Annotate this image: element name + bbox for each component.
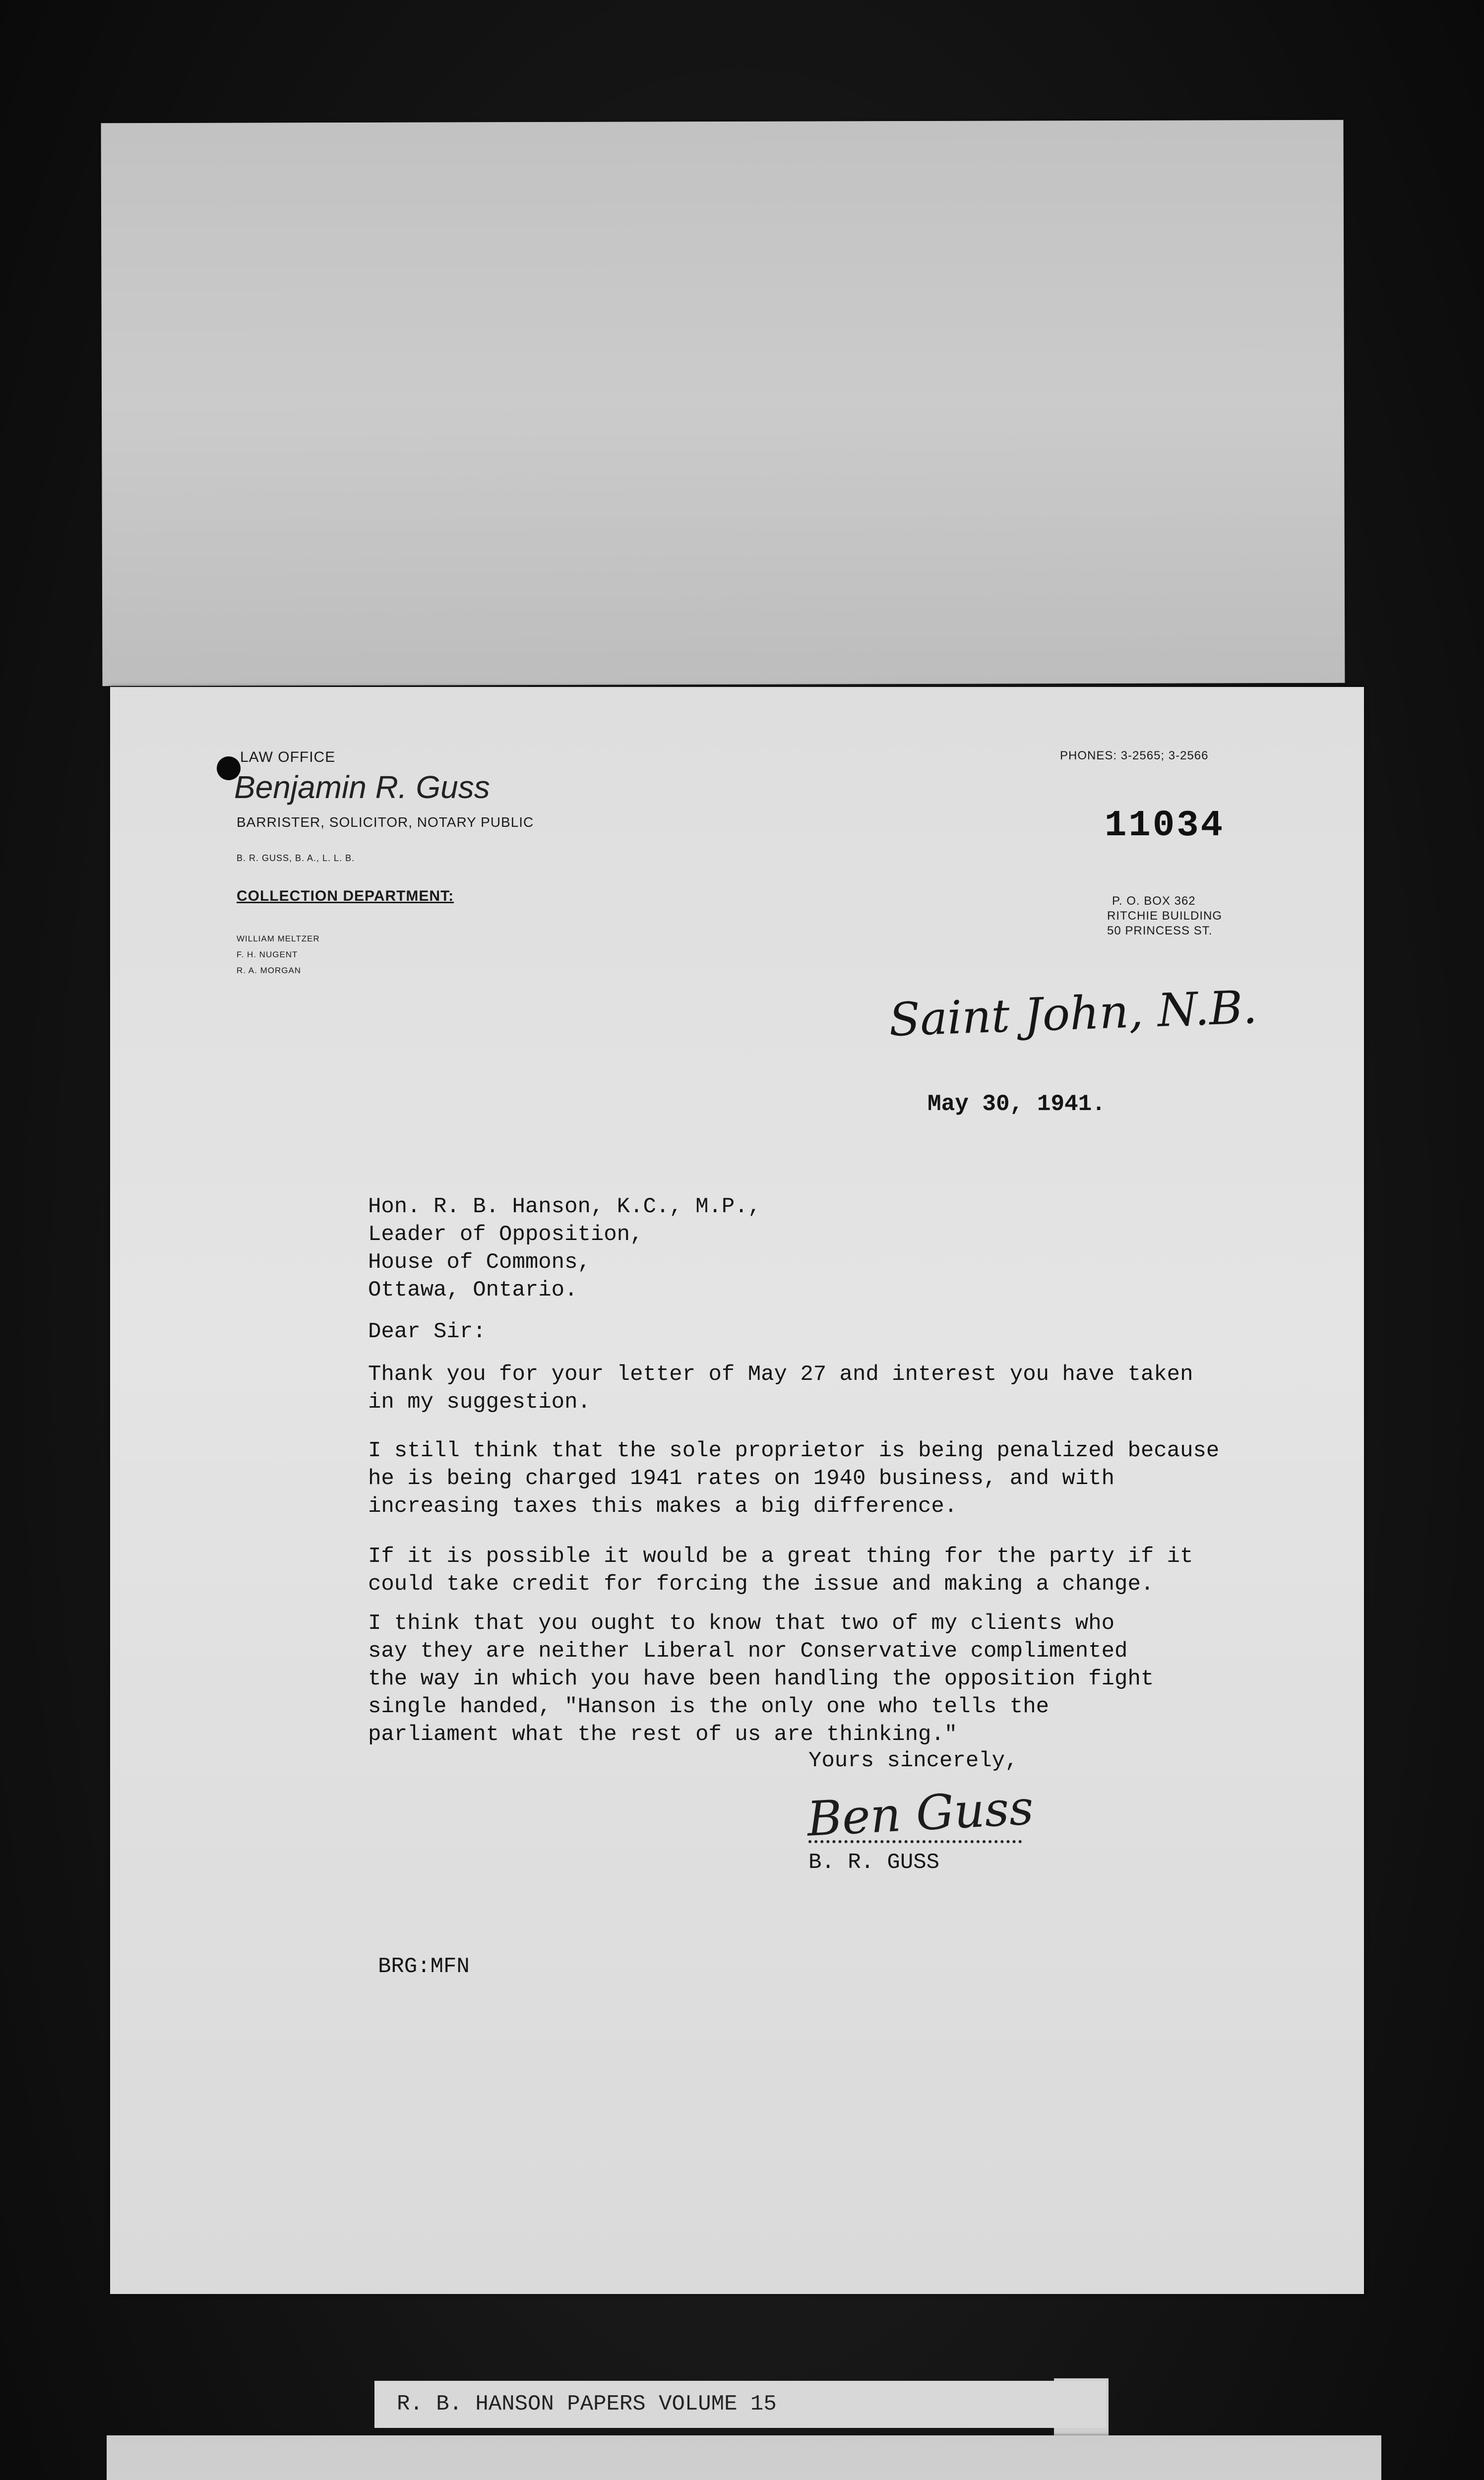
letterhead-phones: PHONES: 3-2565; 3-2566 xyxy=(1060,749,1209,762)
archive-volume-label: R. B. HANSON PAPERS VOLUME 15 xyxy=(374,2381,1106,2428)
recipient-line: Ottawa, Ontario. xyxy=(368,1278,578,1302)
signature-dotted-line xyxy=(808,1840,1022,1843)
letter-date: May 30, 1941. xyxy=(928,1091,1106,1117)
blank-cover-sheet xyxy=(101,120,1345,686)
letterhead-name: Benjamin R. Guss xyxy=(234,769,490,805)
signer-name: B. R. GUSS xyxy=(808,1850,940,1875)
handwritten-place: Saint John, N.B. xyxy=(888,981,1258,1047)
letterhead-street: 50 PRINCESS ST. xyxy=(1107,924,1213,937)
recipient-line: Hon. R. B. Hanson, K.C., M.P., xyxy=(368,1194,761,1219)
staff-name: F. H. NUGENT xyxy=(237,950,298,959)
typist-initials: BRG:MFN xyxy=(378,1954,470,1979)
letterhead-po-box: P. O. BOX 362 xyxy=(1112,894,1196,908)
staff-name: R. A. MORGAN xyxy=(237,966,302,975)
letterhead-department: COLLECTION DEPARTMENT: xyxy=(237,888,454,904)
recipient-address xyxy=(368,1193,761,1304)
letterhead-credentials: B. R. GUSS, B. A., L. L. B. xyxy=(237,853,355,863)
staff-name: WILLIAM MELTZER xyxy=(237,934,320,943)
closing: Yours sincerely, xyxy=(808,1748,1018,1773)
archive-stamp-card xyxy=(107,2435,1381,2480)
handwritten-signature: Ben Guss xyxy=(805,1780,1035,1847)
letterhead-titles: BARRISTER, SOLICITOR, NOTARY PUBLIC xyxy=(237,814,534,830)
letterhead-office-label: LAW OFFICE xyxy=(240,749,336,765)
body-paragraph: Thank you for your letter of May 27 and interest you have taken in my suggestion. xyxy=(368,1362,1193,1415)
body-paragraph: I still think that the sole proprietor is being penalized because he is being charged 1941 rates on 1940 business, and with increasing taxes this makes a big difference. xyxy=(368,1438,1220,1519)
salutation: Dear Sir: xyxy=(368,1319,486,1344)
body-paragraph: If it is possible it would be a great thing for the party if it could take credit for forcing the issue and making a change. xyxy=(368,1544,1193,1597)
letter-sheet xyxy=(110,687,1364,2294)
recipient-line: Leader of Opposition, xyxy=(368,1222,643,1247)
recipient-line: House of Commons, xyxy=(368,1250,591,1275)
body-paragraph: I think that you ought to know that two of my clients who say they are neither Liberal nor Conservative complimented the way in which you have been handling the opposition fight single handed, "Hanson is the only one who tells the parliament what the rest of us are thinking." xyxy=(368,1611,1154,1747)
reference-number: 11034 xyxy=(1105,805,1225,847)
letterhead-building: RITCHIE BUILDING xyxy=(1107,909,1223,923)
